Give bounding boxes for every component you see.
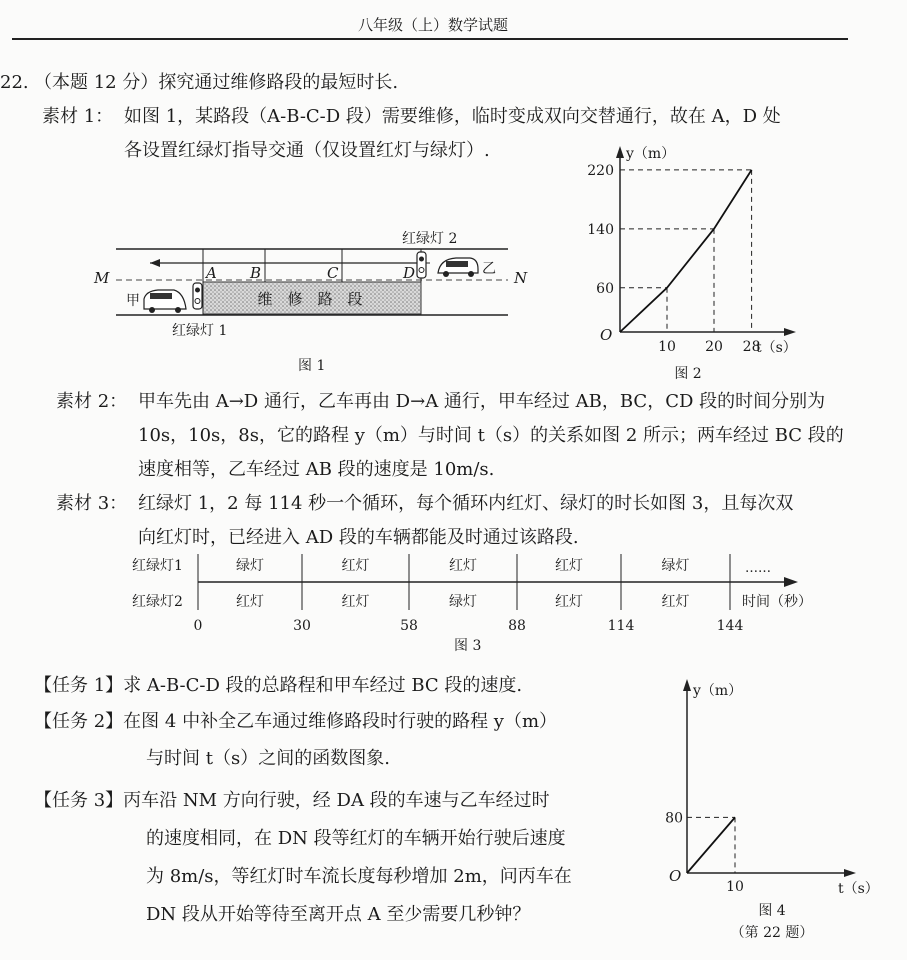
fig3-row1-cell: 绿灯: [236, 558, 264, 574]
figure1-caption: 图 1: [298, 358, 326, 374]
car-yi-label: 乙: [482, 261, 496, 277]
fig3-row1-cell: 绿灯: [661, 558, 690, 574]
repair-zone-text: 维 修 路 段: [257, 290, 363, 308]
task3-line2: 的速度相同，在 DN 段等红灯的车辆开始行驶后速度: [146, 828, 566, 849]
fig4-x-arrow: [844, 869, 856, 877]
page-header-title: 八年级（上）数学试题: [358, 16, 509, 34]
traffic-light-2-icon: [417, 252, 426, 278]
car-jia-icon: [144, 290, 186, 313]
figure4-caption: 图 4: [758, 903, 786, 919]
question-intro: （本题 12 分）探究通过维修路段的最短时长.: [34, 72, 399, 93]
fig2-y-tick: 60: [596, 280, 614, 297]
task3-line3: 为 8m/s，等红灯时车流长度每秒增加 2m，问丙车在: [146, 866, 572, 887]
fig3-row2-cell: 红灯: [341, 594, 370, 610]
fig3-tick: 0: [193, 618, 203, 634]
fig2-x-arrow: [784, 328, 796, 336]
fig3-row1-cell: 红灯: [341, 558, 370, 574]
fig2-x-axis-label: t（s）: [756, 340, 797, 356]
fig2-series-line: [620, 170, 752, 332]
fig3-row2-cell: 绿灯: [449, 594, 477, 610]
figure1: [90, 225, 530, 380]
fig4-x-tick: 10: [726, 879, 744, 895]
material3-label: 素材 3：: [56, 493, 128, 514]
fig4-y-tick: 80: [665, 810, 683, 827]
figure3-timeline: [130, 550, 830, 658]
figure2-chart: [578, 140, 808, 385]
fig4-series-line: [687, 817, 735, 873]
task3-line1: 【任务 3】丙车沿 NM 方向行驶，经 DA 段的车速与乙车经过时: [34, 790, 550, 811]
header-rule: [12, 38, 848, 40]
fig4-y-arrow: [683, 679, 691, 691]
figure3-caption: 图 3: [454, 638, 482, 654]
fig3-row1-cell: 红灯: [449, 558, 477, 574]
fig2-x-tick: 10: [658, 339, 676, 355]
point-B: B: [250, 264, 262, 282]
fig3-row1-label: 红绿灯1: [132, 558, 183, 574]
fig2-y-axis-label: y（m）: [626, 146, 676, 162]
fig3-tick: 114: [607, 618, 635, 634]
task3-line4: DN 段从开始等待至离开点 A 至少需要几秒钟？: [146, 904, 531, 925]
fig3-row2-cell: 红灯: [236, 594, 264, 610]
fig3-axis-arrow: [784, 577, 798, 587]
fig2-x-tick: 20: [705, 339, 723, 355]
material1-label: 素材 1：: [42, 106, 114, 127]
fig2-x-tick: 28: [742, 339, 761, 355]
fig3-axis-label: 时间（秒）: [742, 594, 812, 610]
task1-text: 【任务 1】求 A-B-C-D 段的总路程和甲车经过 BC 段的速度.: [34, 675, 523, 696]
fig3-ellipsis: ……: [745, 561, 771, 576]
figure4-subcaption: （第 22 题）: [730, 925, 814, 941]
point-A: A: [206, 264, 217, 282]
fig2-y-arrow: [616, 146, 624, 158]
car-jia-label: 甲: [126, 293, 140, 309]
fig4-origin: O: [669, 867, 682, 885]
fig3-tick: 58: [400, 618, 418, 634]
fig3-row2-label: 红绿灯2: [132, 594, 183, 610]
figure2-caption: 图 2: [674, 366, 702, 382]
lane-arrow-head: [150, 259, 160, 267]
fig3-tick: 30: [293, 618, 311, 634]
fig3-row1-cell: 红灯: [555, 558, 583, 574]
fig4-x-axis-label: t（s）: [838, 881, 879, 897]
light2-label: 红绿灯 2: [402, 231, 458, 247]
fig3-tick: 88: [508, 618, 526, 634]
fig3-row2-cell: 红灯: [555, 594, 583, 610]
fig3-row2-cell: 红灯: [661, 594, 690, 610]
light1-label: 红绿灯 1: [172, 323, 228, 339]
fig2-origin: O: [600, 326, 613, 344]
figure4-chart: [660, 675, 890, 955]
fig4-y-axis-label: y（m）: [693, 683, 743, 699]
point-C: C: [327, 264, 339, 282]
question-number: 22.: [0, 72, 29, 93]
point-N: N: [514, 269, 528, 287]
material2-line1: 甲车先由 A→D 通行，乙车再由 D→A 通行，甲车经过 AB，BC，CD 段的时间分别为: [138, 391, 826, 412]
material1-line1: 如图 1，某路段（A-B-C-D 段）需要维修，临时变成双向交替通行，故在 A，D 处: [124, 106, 781, 127]
task2-line1: 【任务 2】在图 4 中补全乙车通过维修路段时行驶的路程 y（m）: [34, 711, 558, 732]
point-M: M: [94, 269, 110, 287]
traffic-light-1-icon: [193, 283, 202, 309]
material2-label: 素材 2：: [56, 391, 128, 412]
fig3-tick: 144: [716, 618, 744, 634]
task2-line2: 与时间 t（s）之间的函数图象.: [146, 748, 390, 769]
material3-line1: 红绿灯 1，2 每 114 秒一个循环，每个循环内红灯、绿灯的时长如图 3，且每次双: [138, 493, 794, 514]
fig2-y-tick: 140: [587, 221, 614, 238]
point-D: D: [403, 264, 416, 282]
material3-line2: 向红灯时，已经进入 AD 段的车辆都能及时通过该路段.: [138, 527, 579, 548]
car-yi-icon: [438, 258, 478, 277]
fig2-y-tick: 220: [587, 162, 614, 179]
material1-line2: 各设置红绿灯指导交通（仅设置红灯与绿灯）.: [124, 140, 490, 161]
material2-line3: 速度相等，乙车经过 AB 段的速度是 10m/s.: [138, 459, 495, 480]
material2-line2: 10s，10s，8s，它的路程 y（m）与时间 t（s）的关系如图 2 所示；两车经过 BC 段的: [138, 425, 844, 446]
